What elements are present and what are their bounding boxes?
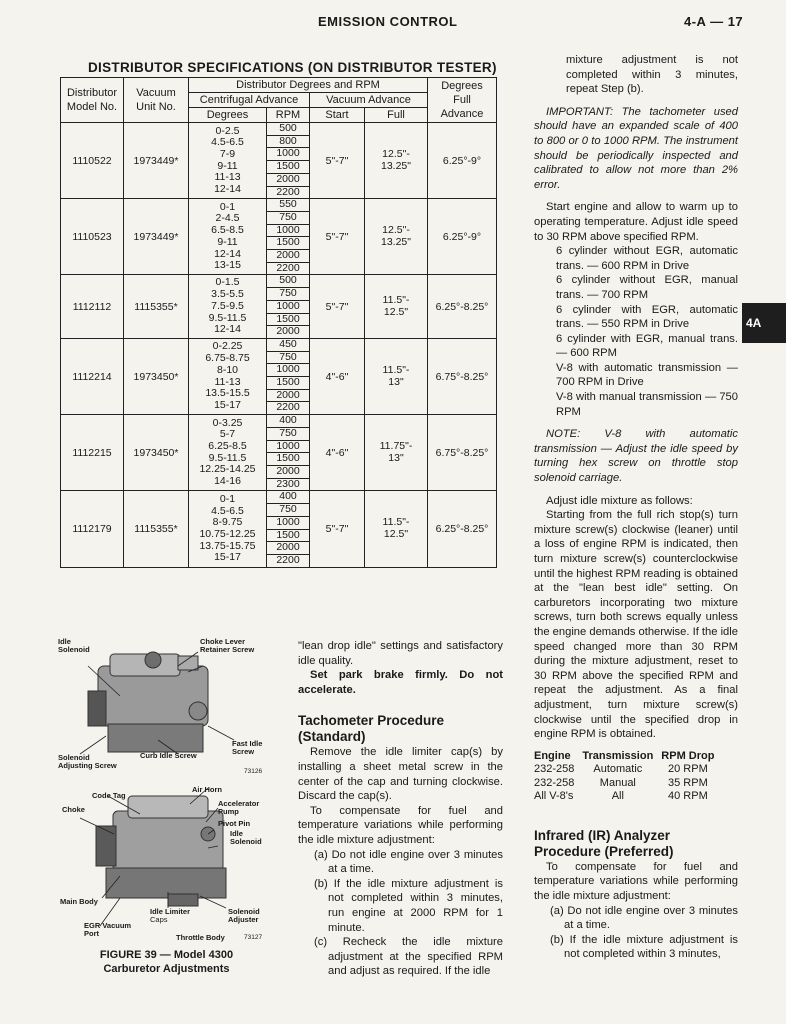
step-c: (c) Recheck the idle mixture adjustment at the specified RPM and adjust as required. If the idle — [314, 936, 503, 978]
drop-cell: Automatic — [593, 763, 643, 776]
degree-value: 11-13 — [214, 375, 241, 388]
cell-vacuum-full — [365, 199, 428, 275]
label-idle-solenoid-2: Idle Solenoid — [230, 829, 262, 846]
degree-value: 15-17 — [214, 398, 241, 411]
rpm-value: 2200 — [276, 401, 300, 414]
drop-cell: 40 RPM — [668, 790, 708, 803]
rpm-value: 2000 — [267, 390, 309, 403]
rpm-value: 800 — [267, 136, 309, 149]
heading-tachometer: Tachometer Procedure (Standard) — [298, 713, 445, 745]
rpm-value: 450 — [267, 339, 309, 352]
middle-column — [298, 639, 503, 979]
cell-vacuum-start: 5"-7" — [310, 491, 365, 567]
rpm-item-3: 6 cylinder with EGR, automatic trans. — 550 RPM in Drive — [556, 303, 738, 331]
figure-caption: FIGURE 39 — Model 4300 Carburetor Adjustments — [99, 949, 234, 975]
cell-model: 1112215 — [61, 415, 124, 491]
step-b: (b) If the idle mixture adjustment is not completed within 3 minutes, run engine at 2000 RPM for 1 minute. — [314, 877, 503, 934]
cell-vacuum-unit: 1973450* — [124, 338, 189, 414]
drop-head-rpm: RPM Drop — [661, 749, 715, 762]
para-start-engine: Start engine and allow to warm up to operating temperature. Adjust idle speed to 30 RPM above specified RPM. — [534, 201, 738, 243]
label-air-horn: Air Horn — [192, 785, 222, 794]
label-accelerator-pump: Accelerator Pump — [218, 799, 260, 816]
col-start: Start — [310, 108, 365, 123]
rpm-value: 2000 — [267, 250, 309, 263]
rpm-value: 750 — [267, 288, 309, 301]
rpm-value: 1000 — [267, 301, 309, 314]
label-idle-solenoid: Idle Solenoid — [58, 637, 90, 654]
label-fast-idle: Fast Idle Screw — [232, 739, 263, 756]
degree-value: 12.25-14.25 — [199, 463, 256, 476]
cell-full-advance: 6.25°-8.25° — [428, 491, 497, 567]
running-header: EMISSION CONTROL — [318, 14, 458, 29]
rpm-value: 1000 — [267, 517, 309, 530]
cell-full-advance: 6.25°-9° — [428, 123, 497, 199]
cell-vacuum-full — [365, 415, 428, 491]
full-value: 12.5" — [383, 528, 409, 540]
rpm-value: 2200 — [276, 261, 300, 274]
degree-value: 11-13 — [214, 171, 241, 184]
cell-model: 1112214 — [61, 338, 124, 414]
full-value: 11.5"- — [382, 293, 410, 306]
cell-degrees — [189, 275, 267, 339]
degree-value: 15-17 — [214, 551, 241, 564]
para-ir-compensate: To compensate for fuel and temperature variations while performing the idle mixture adjustment: — [534, 860, 738, 902]
degree-value: 6.25-8.5 — [208, 440, 247, 453]
col-full: Full — [365, 108, 428, 123]
cell-rpm — [267, 491, 310, 567]
degree-value: 0-2.5 — [215, 124, 240, 137]
degree-value: 0-2.25 — [212, 340, 243, 353]
distributor-spec-table — [60, 77, 497, 568]
degree-value: 0-1 — [219, 492, 236, 505]
degree-value: 0-3.25 — [212, 416, 243, 429]
rpm-value: 1000 — [267, 225, 309, 238]
drop-head-engine: Engine — [534, 749, 571, 762]
label-solenoid-adjuster: Solenoid Adjuster — [228, 907, 260, 924]
degree-value: 9.5-11.5 — [208, 451, 247, 464]
rpm-value: 750 — [267, 352, 309, 365]
degree-value: 6.75-8.75 — [205, 352, 250, 365]
drop-row — [534, 790, 718, 804]
label-main-body: Main Body — [60, 897, 98, 906]
para-lean-drop: "lean drop idle" settings and satisfactory idle quality. — [298, 640, 503, 667]
degree-value: 7.5-9.5 — [211, 299, 244, 312]
label-choke-lever: Choke Lever Retainer Screw — [200, 637, 255, 654]
figure-number-1: 73126 — [244, 768, 263, 775]
rpm-value: 1500 — [267, 314, 309, 327]
degree-value: 9-11 — [217, 159, 238, 172]
col-group-degrees-rpm: Distributor Degrees and RPM — [189, 78, 428, 93]
rpm-item-2: 6 cylinder without EGR, manual trans. — 700 RPM — [556, 274, 738, 301]
drop-cell: 232-258 — [534, 776, 575, 789]
label-curb-idle: Curb Idle Screw — [140, 751, 197, 760]
rpm-value: 2000 — [276, 325, 300, 338]
rpm-value: 1000 — [267, 364, 309, 377]
rpm-item-4: 6 cylinder with EGR, manual trans. — 600 RPM — [556, 332, 738, 360]
para-park-brake: Set park brake firmly. Do not accelerate. — [298, 669, 503, 696]
rpm-value: 2200 — [276, 553, 300, 566]
para-repeat-step: mixture adjustment is not completed within 3 minutes, repeat Step (b). — [566, 54, 738, 96]
rpm-value: 1500 — [267, 161, 309, 174]
cell-vacuum-unit: 1973449* — [124, 199, 189, 275]
step-a: (a) Do not idle engine over 3 minutes at a time. — [314, 848, 503, 876]
heading-infrared: Infrared (IR) Analyzer Procedure (Preferred) — [534, 827, 674, 859]
rpm-value: 550 — [267, 199, 309, 212]
rpm-value: 1500 — [267, 530, 309, 543]
degree-value: 0-1.5 — [215, 276, 240, 289]
cell-rpm — [267, 199, 310, 275]
rpm-drop-table — [534, 750, 718, 804]
degree-value: 13.75-15.75 — [199, 539, 256, 552]
degree-value: 13.5-15.5 — [205, 387, 250, 400]
degree-value: 7-9 — [219, 147, 236, 160]
cell-rpm — [267, 275, 310, 339]
rpm-value: 1500 — [267, 453, 309, 466]
cell-rpm — [267, 415, 310, 491]
full-value: 12.5"- — [382, 147, 410, 160]
col-rpm: RPM — [267, 108, 310, 123]
section-tab: 4A — [742, 303, 786, 343]
rpm-item-5: V-8 with automatic transmission — 700 RPM in Drive — [556, 361, 738, 389]
rpm-value: 750 — [267, 428, 309, 441]
rpm-value: 400 — [267, 491, 309, 504]
rpm-value: 750 — [267, 504, 309, 517]
label-choke: Choke — [62, 805, 85, 814]
para-note: NOTE: V-8 with automatic transmission — Adjust the idle speed by turning hex screw on throttle stop solenoid carriage. — [534, 428, 738, 485]
rpm-value: 1500 — [267, 377, 309, 390]
cell-vacuum-start: 5"-7" — [310, 123, 365, 199]
cell-full-advance: 6.25°-8.25° — [428, 275, 497, 339]
para-starting-rich: Starting from the full rich stop(s) turn mixture screw(s) clockwise (leaner) until a loss of engine RPM is indicated, then turn mixture screw(s) counterclockwise until the highest RPM reading is obtained at the "lean best idle" setting. On carburetors incorporating two mixture screws, turn both screws equally unless the engine demands otherwise. If the idle speed changed more than 30 RPM during the mixture adjustment, reset to 30 RPM above the specified RPM and repeat the adjustment. As a final adjustment, turn mixture screw(s) clockwise until the specified drop in engine RPM is obtained. — [534, 509, 738, 741]
degree-value: 13-15 — [214, 259, 241, 272]
cell-vacuum-unit: 1115355* — [124, 275, 189, 339]
col-full-advance: Degrees Full Advance — [428, 78, 497, 123]
ir-step-a: (a) Do not idle engine over 3 minutes at a time. — [550, 904, 738, 932]
drop-row — [534, 777, 718, 791]
cell-model: 1110523 — [61, 199, 124, 275]
table-row — [61, 123, 497, 199]
full-value: 12.5" — [383, 305, 409, 318]
drop-row — [534, 763, 718, 777]
cell-vacuum-start: 4"-6" — [310, 338, 365, 414]
rpm-value: 400 — [267, 415, 309, 428]
cell-degrees — [189, 338, 267, 414]
table-row — [61, 275, 497, 339]
drop-cell: 232-258 — [534, 763, 575, 776]
drop-cell: All — [611, 790, 624, 803]
drop-cell: Manual — [599, 776, 636, 789]
full-value: 11.75"- — [379, 440, 413, 453]
full-value: 11.5"- — [382, 516, 410, 529]
rpm-value: 750 — [267, 212, 309, 225]
cell-vacuum-unit: 1973449* — [124, 123, 189, 199]
cell-vacuum-full — [365, 275, 428, 339]
cell-model: 1110522 — [61, 123, 124, 199]
cell-full-advance: 6.25°-9° — [428, 199, 497, 275]
degree-value: 4.5-6.5 — [211, 504, 244, 517]
degree-value: 6.5-8.5 — [211, 224, 244, 237]
col-centrifugal: Centrifugal Advance — [189, 93, 310, 108]
rpm-value: 1000 — [267, 441, 309, 454]
degree-value: 14-16 — [214, 475, 241, 488]
cell-degrees — [189, 199, 267, 275]
cell-full-advance: 6.75°-8.25° — [428, 415, 497, 491]
degree-value: 12-14 — [214, 183, 241, 196]
table-row — [61, 415, 497, 491]
full-value: 13" — [388, 451, 404, 464]
para-important: IMPORTANT: The tachometer used should have an expanded scale of 400 to 800 or 0 to 1000 RPM. The instrument should be periodically inspected and calibrated to allow not more than 2% error. — [534, 105, 738, 191]
label-solenoid-adjusting: Solenoid Adjusting Screw — [58, 753, 117, 770]
table-row — [61, 491, 497, 567]
full-value: 13.25" — [380, 159, 411, 172]
degree-value: 8-10 — [216, 363, 238, 376]
col-distributor: Distributor Model No. — [61, 78, 124, 123]
drop-cell: 20 RPM — [668, 763, 708, 776]
cell-rpm — [267, 123, 310, 199]
rpm-value: 2300 — [276, 477, 300, 490]
full-value: 11.5"- — [382, 363, 410, 376]
full-value: 13.25" — [380, 235, 411, 248]
col-vacuum-advance: Vacuum Advance — [310, 93, 428, 108]
col-vacuum-unit: Vacuum Unit No. — [124, 78, 189, 123]
cell-vacuum-unit: 1115355* — [124, 491, 189, 567]
cell-vacuum-start: 5"-7" — [310, 199, 365, 275]
full-value: 12.5"- — [382, 224, 410, 237]
degree-value: 3.5-5.5 — [211, 288, 244, 301]
cell-vacuum-full — [365, 338, 428, 414]
cell-model: 1112179 — [61, 491, 124, 567]
degree-value: 8-9.75 — [212, 516, 243, 529]
figure-number-2: 73127 — [244, 934, 263, 941]
col-degrees: Degrees — [189, 108, 267, 123]
right-column — [534, 53, 738, 962]
cell-degrees — [189, 123, 267, 199]
cell-vacuum-full — [365, 491, 428, 567]
rpm-value: 2000 — [267, 466, 309, 479]
table-row — [61, 199, 497, 275]
cell-vacuum-unit: 1973450* — [124, 415, 189, 491]
full-value: 13" — [388, 375, 404, 388]
cell-vacuum-start: 5"-7" — [310, 275, 365, 339]
label-throttle-body: Throttle Body — [176, 933, 225, 942]
rpm-value: 2200 — [276, 185, 300, 198]
rpm-value: 500 — [267, 123, 309, 136]
table-row — [61, 338, 497, 414]
degree-value: 12-14 — [214, 247, 241, 260]
label-idle-limiter: Idle Limiter Caps — [150, 907, 191, 924]
cell-degrees — [189, 415, 267, 491]
cell-model: 1112112 — [61, 275, 124, 339]
rpm-item-1: 6 cylinder without EGR, automatic trans. — 600 RPM in Drive — [556, 245, 738, 272]
cell-degrees — [189, 491, 267, 567]
rpm-item-6: V-8 with manual transmission — 750 RPM — [556, 391, 738, 418]
degree-value: 2-4.5 — [215, 212, 240, 225]
cell-vacuum-full — [365, 123, 428, 199]
degree-value: 5-7 — [219, 428, 236, 441]
para-limiter-cap: Remove the idle limiter cap(s) by installing a sheet metal screw in the center of the cap and turning clockwise. Discard the cap(s). — [298, 746, 503, 803]
carburetor-figure — [58, 636, 280, 946]
degree-value: 9-11 — [217, 235, 238, 248]
rpm-value: 2000 — [267, 174, 309, 187]
drop-cell: 35 RPM — [668, 776, 708, 789]
degree-value: 12-14 — [214, 323, 241, 336]
para-adjust-mixture: Adjust idle mixture as follows: — [546, 494, 693, 507]
cell-vacuum-start: 4"-6" — [310, 415, 365, 491]
label-pivot-pin: Pivot Pin — [218, 819, 251, 828]
drop-cell: All V-8's — [534, 790, 574, 803]
rpm-value: 2000 — [267, 542, 309, 555]
rpm-value: 500 — [267, 275, 309, 288]
table-title: DISTRIBUTOR SPECIFICATIONS (ON DISTRIBUTOR TESTER) — [88, 60, 497, 75]
cell-full-advance: 6.75°-8.25° — [428, 338, 497, 414]
rpm-value: 1000 — [267, 148, 309, 161]
degree-value: 10.75-12.25 — [199, 528, 256, 540]
degree-value: 9.5-11.5 — [208, 311, 247, 324]
label-egr-vacuum: EGR Vacuum Port — [84, 921, 132, 938]
para-compensate: To compensate for fuel and temperature variations while performing the idle mixture adjustment: — [298, 804, 503, 846]
degree-value: 4.5-6.5 — [211, 136, 244, 149]
page-number: 4-A — 17 — [684, 14, 744, 29]
rpm-value: 1500 — [267, 237, 309, 250]
cell-rpm — [267, 338, 310, 414]
degree-value: 0-1 — [219, 200, 236, 213]
drop-head-transmission: Transmission — [582, 749, 654, 762]
ir-step-b: (b) If the idle mixture adjustment is not completed within 3 minutes, — [550, 933, 738, 961]
label-code-tag: Code Tag — [92, 791, 126, 800]
